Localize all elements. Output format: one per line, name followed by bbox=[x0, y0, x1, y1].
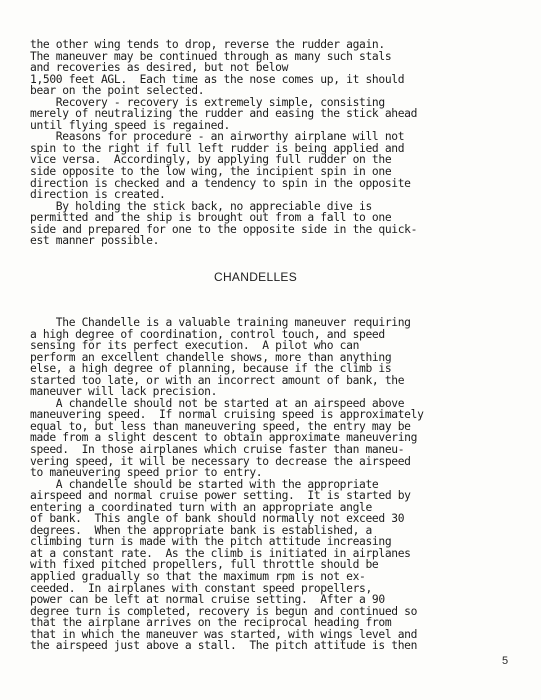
text-line: degree turn is completed, recovery is begun and continued so bbox=[30, 604, 418, 618]
text-line: direction is created. bbox=[30, 188, 166, 202]
text-line: sensing for its perfect execution. A pilot who can bbox=[30, 339, 360, 353]
text-line: to maneuvering speed prior to entry. bbox=[30, 466, 263, 480]
section-heading-chandelles: CHANDELLES bbox=[214, 270, 298, 284]
text-line: est manner possible. bbox=[30, 234, 160, 248]
text-line: and recoveries as desired, but not below bbox=[30, 61, 289, 75]
text-line: climbing turn is made with the pitch attitude increasing bbox=[30, 535, 392, 549]
text-line: the other wing tends to drop, reverse the rudder again. bbox=[30, 38, 385, 51]
text-line: entering a coordinated turn with an appropriate angle bbox=[30, 500, 372, 514]
text-line: vice versa. Accordingly, by applying full rudder on the bbox=[30, 153, 392, 167]
text-line: equal to, but less than maneuvering speed, the entry may be bbox=[30, 419, 411, 433]
text-line: maneuver will lack precision. bbox=[30, 385, 218, 399]
text-line: side opposite to the low wing, the incipient spin in one bbox=[30, 165, 392, 179]
text-line: side and prepared for one to the opposite side in the quick- bbox=[30, 222, 418, 236]
text-line: until flying speed is regained. bbox=[30, 118, 230, 132]
text-line: A chandelle should be started with the appropriate bbox=[30, 477, 379, 491]
text-line: the airspeed just above a stall. The pitch attitude is then bbox=[30, 639, 418, 653]
text-line: airspeed and normal cruise power setting. It is started by bbox=[30, 489, 411, 503]
text-line: direction is checked and a tendency to spin in the opposite bbox=[30, 176, 411, 190]
text-line: The Chandelle is a valuable training maneuver requiring bbox=[30, 316, 411, 329]
text-line: 1,500 feet AGL. Each time as the nose comes up, it should bbox=[30, 72, 405, 86]
text-line: applied gradually so that the maximum rpm is not ex- bbox=[30, 570, 366, 584]
text-line: degrees. When the appropriate bank is established, a bbox=[30, 523, 372, 537]
text-line: with fixed pitched propellers, full throttle should be bbox=[30, 558, 379, 572]
text-line: maneuvering speed. If normal cruising speed is approximately bbox=[30, 408, 424, 422]
text-line: made from a slight descent to obtain approximate maneuvering bbox=[30, 431, 418, 445]
text-line: perform an excellent chandelle shows, more than anything bbox=[30, 350, 392, 364]
text-line: Recovery - recovery is extremely simple, consisting bbox=[30, 95, 385, 109]
spin-recovery-text bbox=[30, 39, 520, 247]
text-line: spin to the right if full left rudder is being applied and bbox=[30, 141, 405, 155]
text-line: a high degree of coordination, control touch, and speed bbox=[30, 327, 385, 341]
page-number: 5 bbox=[502, 655, 509, 667]
chandelles-text bbox=[30, 317, 520, 652]
text-line: that the airplane arrives on the reciprocal heading from bbox=[30, 616, 392, 630]
text-line: permitted and the ship is brought out from a fall to one bbox=[30, 211, 392, 225]
text-line: merely of neutralizing the rudder and easing the stick ahead bbox=[30, 107, 418, 121]
text-line: The maneuver may be continued through as many such stals bbox=[30, 49, 392, 63]
text-line: speed. In those airplanes which cruise faster than maneu- bbox=[30, 443, 405, 457]
text-line: else, a high degree of planning, because if the climb is bbox=[30, 362, 392, 376]
text-line: bear on the point selected. bbox=[30, 84, 205, 98]
text-line: Reasons for procedure - an airworthy airplane will not bbox=[30, 130, 405, 144]
text-line: vering speed, it will be necessary to decrease the airspeed bbox=[30, 454, 411, 468]
text-line: By holding the stick back, no appreciable dive is bbox=[30, 199, 372, 213]
text-line: at a constant rate. As the climb is initiated in airplanes bbox=[30, 546, 411, 560]
text-line: ceeded. In airplanes with constant speed propellers, bbox=[30, 581, 372, 595]
text-line: that in which the maneuver was started, with wings level and bbox=[30, 627, 418, 641]
text-line: power can be left at normal cruise setting. After a 90 bbox=[30, 593, 385, 607]
text-line: started too late, or with an incorrect amount of bank, the bbox=[30, 373, 405, 387]
text-line: A chandelle should not be started at an airspeed above bbox=[30, 396, 405, 410]
text-line: of bank. This angle of bank should normally not exceed 30 bbox=[30, 512, 405, 526]
